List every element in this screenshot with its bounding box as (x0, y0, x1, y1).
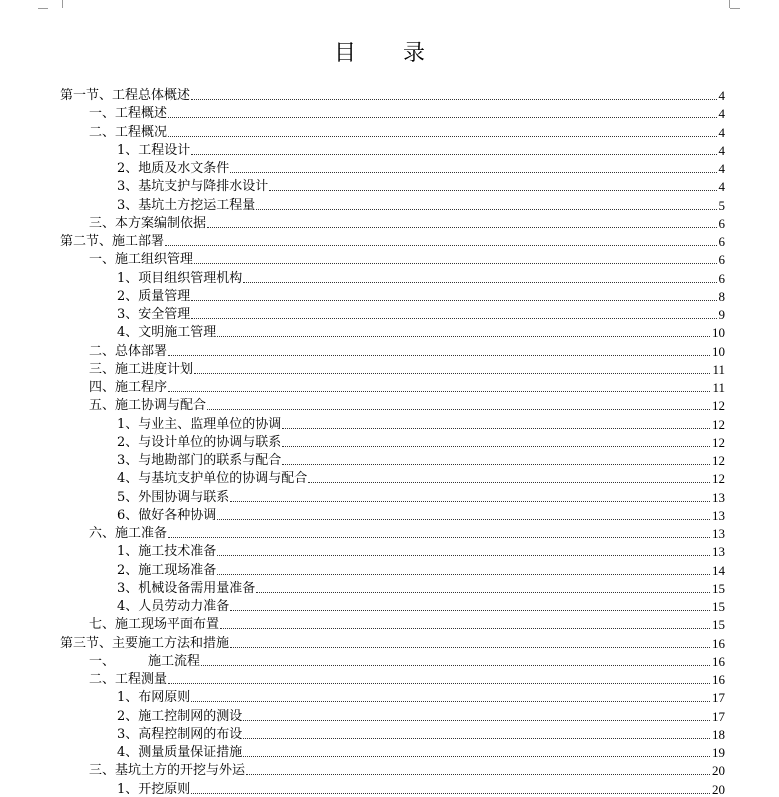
toc-entry-page: 12 (712, 453, 725, 468)
toc-entry-label: 1、与业主、监理单位的协调 (117, 416, 282, 432)
toc-entry[interactable] (89, 122, 725, 140)
toc-leader-dots (168, 391, 710, 392)
toc-entry-label: 1、开挖原则 (117, 781, 191, 797)
toc-entry-page: 10 (712, 343, 725, 359)
toc-entry-page: 13 (712, 489, 725, 505)
toc-entry[interactable] (117, 140, 725, 158)
toc-entry-label: 一、施工组织管理 (89, 252, 194, 268)
toc-leader-dots (168, 537, 710, 538)
toc-entry-page: 12 (712, 398, 725, 414)
toc-entry-page: 15 (712, 580, 725, 596)
toc-leader-dots (217, 519, 710, 520)
toc-entry-label: 3、基坑土方挖运工程量 (117, 197, 256, 213)
toc-entry-label: 2、与设计单位的协调与联系 (117, 434, 282, 450)
toc-entry-label: 三、施工进度计划 (89, 361, 194, 377)
toc-entry[interactable] (89, 760, 725, 778)
toc-entry[interactable] (89, 341, 725, 359)
toc-entry-page: 17 (712, 690, 725, 706)
toc-entry-label: 2、施工控制网的测设 (117, 708, 243, 724)
toc-entry[interactable] (117, 176, 725, 194)
page-corner-mark-right-h (730, 8, 740, 9)
toc-entry-label: 1、工程设计 (117, 142, 191, 158)
toc-leader-dots (168, 355, 710, 356)
toc-entry-page: 16 (712, 672, 725, 687)
toc-entry-page: 11 (712, 361, 725, 377)
toc-entry[interactable] (60, 231, 725, 249)
toc-entry[interactable] (117, 487, 725, 505)
toc-entry[interactable] (117, 578, 725, 596)
toc-entry-page: 13 (712, 507, 725, 523)
toc-entry-label: 二、工程概况 (89, 124, 168, 140)
toc-leader-dots (230, 172, 716, 173)
toc-leader-dots (191, 793, 710, 794)
toc-leader-dots (269, 190, 716, 191)
toc-entry-page: 20 (712, 781, 725, 797)
toc-leader-dots (191, 701, 710, 702)
toc-entry-label: 三、基坑土方的开挖与外运 (89, 763, 246, 779)
toc-entry[interactable] (117, 322, 725, 340)
toc-entry-page: 11 (712, 380, 725, 395)
toc-leader-dots (165, 245, 716, 246)
toc-entry[interactable] (89, 395, 725, 413)
toc-entry-label: 5、外围协调与联系 (117, 489, 230, 505)
toc-entry-page: 14 (712, 562, 725, 578)
toc-entry-page: 13 (712, 526, 725, 541)
toc-entry[interactable] (89, 669, 725, 687)
toc-leader-dots (191, 318, 716, 319)
toc-leader-dots (246, 774, 710, 775)
toc-entry[interactable] (89, 249, 725, 267)
toc-entry-label: 四、施工程序 (89, 380, 168, 395)
toc-entry-label: 第二节、施工部署 (60, 234, 165, 249)
toc-entry[interactable] (117, 505, 725, 523)
toc-entry-label: 4、文明施工管理 (117, 325, 217, 341)
toc-leader-dots (243, 738, 710, 739)
toc-leader-dots (243, 720, 710, 721)
toc-entry[interactable] (60, 85, 725, 103)
toc-entry-page: 18 (712, 726, 725, 742)
toc-leader-dots (191, 99, 716, 100)
toc-entry-label: 6、做好各种协调 (117, 507, 217, 523)
toc-entry-label: 1、项目组织管理机构 (117, 270, 243, 286)
toc-entry[interactable] (117, 724, 725, 742)
toc-entry-label: 3、机械设备需用量准备 (117, 580, 256, 596)
toc-leader-dots (230, 501, 710, 502)
page-corner-mark-left-h (38, 8, 48, 9)
toc-leader-dots (256, 592, 710, 593)
toc-leader-dots (168, 136, 716, 137)
toc-entry-page: 9 (718, 307, 725, 322)
toc-entry-page: 4 (718, 142, 725, 158)
toc-entry[interactable] (117, 432, 725, 450)
toc-entry-label: 第一节、工程总体概述 (60, 88, 191, 103)
toc-entry-label: 七、施工现场平面布置 (89, 617, 220, 633)
toc-entry[interactable] (117, 687, 725, 705)
toc-entry-page: 4 (718, 124, 725, 140)
toc-entry[interactable] (117, 286, 725, 304)
toc-leader-dots (230, 647, 710, 648)
toc-entry[interactable] (117, 541, 725, 559)
toc-entry-page: 6 (718, 234, 725, 249)
toc-entry-label: 第三节、主要施工方法和措施 (60, 635, 230, 651)
toc-entry-page: 16 (712, 653, 725, 669)
toc-leader-dots (168, 117, 716, 118)
toc-entry-label: 4、与基坑支护单位的协调与配合 (117, 471, 308, 487)
toc-entry-page: 10 (712, 325, 725, 341)
toc-leader-dots (256, 209, 716, 210)
toc-entry-label: 二、总体部署 (89, 343, 168, 359)
toc-leader-dots (217, 555, 710, 556)
toc-entry-page: 4 (718, 88, 725, 103)
toc-leader-dots (191, 154, 716, 155)
toc-entry-page: 20 (712, 763, 725, 779)
toc-entry-label: 2、质量管理 (117, 288, 191, 304)
toc-entry[interactable] (89, 651, 725, 669)
toc-entry-page: 15 (712, 617, 725, 633)
toc-leader-dots (282, 464, 710, 465)
toc-entry-page: 6 (718, 215, 725, 231)
toc-entry[interactable] (117, 450, 725, 468)
toc-entry-label: 3、与地勘部门的联系与配合 (117, 453, 282, 468)
toc-entry-label: 3、基坑支护与降排水设计 (117, 179, 269, 195)
toc-entry-page: 6 (718, 270, 725, 286)
toc-entry-label: 2、地质及水文条件 (117, 161, 230, 176)
toc-entry[interactable] (117, 560, 725, 578)
toc-leader-dots (217, 336, 710, 337)
toc-leader-dots (207, 227, 716, 228)
toc-leader-dots (308, 482, 710, 483)
toc-entry-page: 4 (718, 161, 725, 176)
toc-entry[interactable] (117, 414, 725, 432)
toc-entry-label: 4、人员劳动力准备 (117, 599, 230, 614)
toc-entry-label: 一、工程概述 (89, 106, 168, 122)
toc-entry[interactable] (89, 523, 725, 541)
toc-entry[interactable] (117, 304, 725, 322)
toc-entry-label: 1、布网原则 (117, 690, 191, 706)
toc-entry-label: 1、施工技术准备 (117, 544, 217, 560)
toc-leader-dots (220, 628, 710, 629)
toc-entry[interactable] (117, 742, 725, 760)
toc-entry[interactable] (117, 706, 725, 724)
toc-entry[interactable] (117, 195, 725, 213)
toc-entry-label: 3、安全管理 (117, 307, 191, 322)
page-corner-mark-right (729, 0, 744, 8)
toc-entry-page: 4 (718, 106, 725, 122)
page-corner-mark-left (48, 0, 63, 8)
toc-leader-dots (243, 282, 716, 283)
toc-entry-page: 13 (712, 544, 725, 560)
toc-entry[interactable] (89, 359, 725, 377)
toc-leader-dots (207, 409, 710, 410)
toc-entry-label: 六、施工准备 (89, 526, 168, 541)
toc-leader-dots (230, 610, 710, 611)
toc-entry-page: 6 (718, 252, 725, 268)
toc-entry-page: 16 (712, 635, 725, 651)
toc-entry-label: 二、工程测量 (89, 672, 168, 687)
toc-leader-dots (282, 428, 710, 429)
toc-entry-page: 15 (712, 599, 725, 614)
toc-leader-dots (282, 446, 710, 447)
toc-leader-dots (201, 665, 710, 666)
toc-entry-label: 三、本方案编制依据 (89, 215, 207, 231)
toc-entry[interactable] (117, 158, 725, 176)
toc-entry[interactable] (89, 614, 725, 632)
toc-entry-page: 8 (718, 288, 725, 304)
toc-entry-page: 17 (712, 708, 725, 724)
toc-entry-label: 一、 施工流程 (89, 653, 201, 669)
toc-entry-page: 19 (712, 745, 725, 760)
toc-entry[interactable] (117, 596, 725, 614)
toc-entry-label: 4、测量质量保证措施 (117, 745, 243, 760)
toc-entry-page: 12 (712, 434, 725, 450)
toc-entry-label: 五、施工协调与配合 (89, 398, 207, 414)
toc-entry[interactable] (89, 377, 725, 395)
toc-leader-dots (243, 756, 710, 757)
toc-entry-label: 3、高程控制网的布设 (117, 726, 243, 742)
toc-leader-dots (194, 373, 710, 374)
toc-entry[interactable] (117, 268, 725, 286)
toc-entry[interactable] (89, 213, 725, 231)
toc-entry-page: 5 (718, 197, 725, 213)
toc-entry[interactable] (89, 103, 725, 121)
toc-entry-label: 2、施工现场准备 (117, 562, 217, 578)
toc-entry-page: 12 (712, 416, 725, 432)
toc-leader-dots (168, 683, 710, 684)
toc-leader-dots (194, 263, 716, 264)
toc-leader-dots (217, 574, 710, 575)
toc-title: 目 录 (334, 41, 445, 66)
toc-entry-page: 12 (712, 471, 725, 487)
toc-entry[interactable] (117, 468, 725, 486)
toc-leader-dots (191, 300, 716, 301)
toc-entry-page: 4 (718, 179, 725, 195)
toc-entry[interactable] (60, 633, 725, 651)
